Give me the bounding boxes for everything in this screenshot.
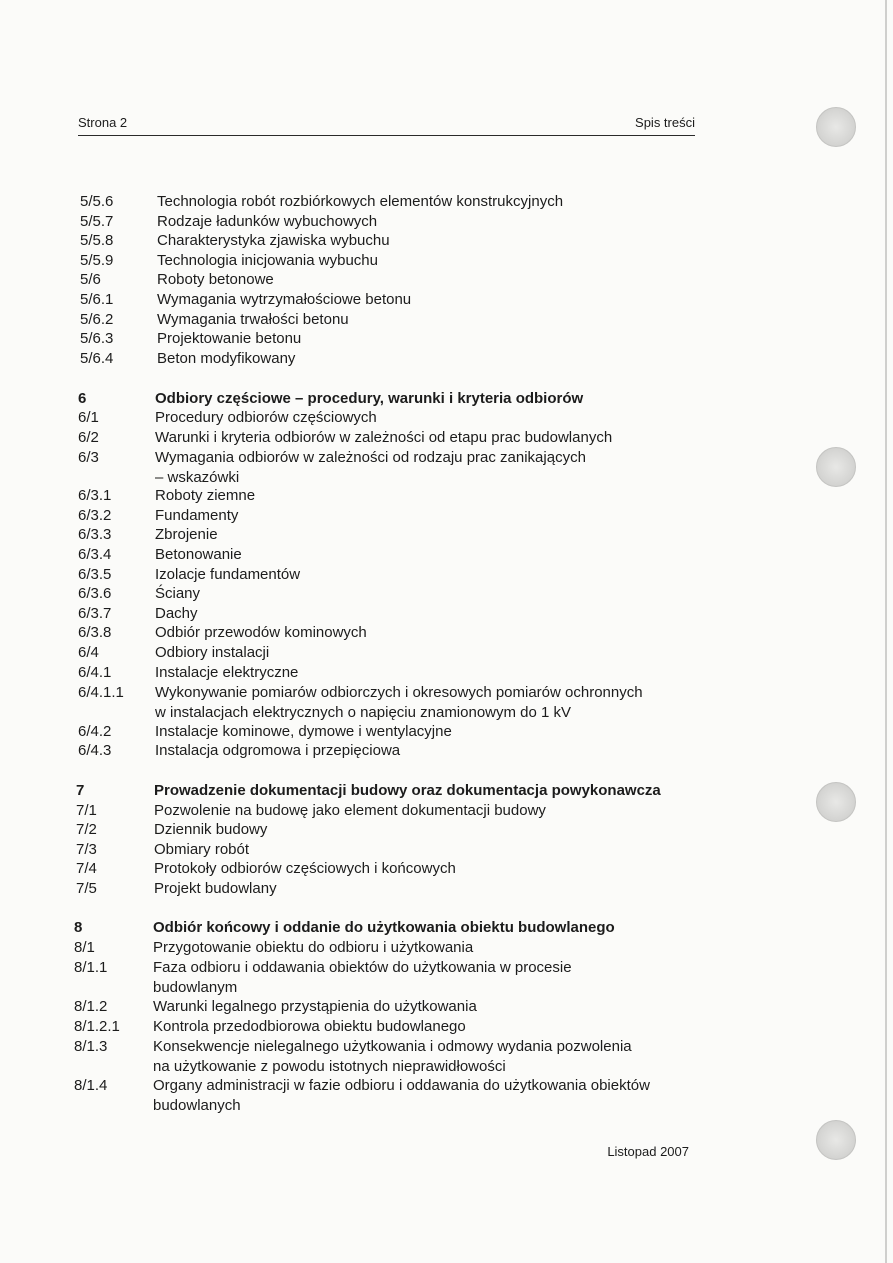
toc-entry-number: 6/4 — [78, 644, 99, 661]
toc-entry-number: 5/6 — [80, 271, 101, 288]
toc-entry-title: Pozwolenie na budowę jako element dokumentacji budowy — [154, 802, 546, 819]
toc-entry-number: 7/5 — [76, 880, 97, 897]
toc-entry-title: Technologia robót rozbiórkowych elementów konstrukcyjnych — [157, 193, 564, 210]
toc-entry-title-continuation: – wskazówki — [155, 468, 240, 486]
toc-entry-number: 6 — [78, 390, 87, 407]
toc-entry-title: Charakterystyka zjawiska wybuchu — [157, 232, 390, 249]
toc-entry-number: 6/3.2 — [78, 507, 112, 524]
toc-entry-number: 5/6.4 — [80, 350, 114, 367]
toc-entry-title: Instalacja odgromowa i przepięciowa — [155, 742, 401, 759]
toc-entry-title: Odbiory instalacji — [155, 644, 270, 661]
toc-entry-title: Wymagania wytrzymałościowe betonu — [157, 291, 412, 308]
toc-entry-number: 6/3.3 — [78, 526, 112, 543]
toc-entry-title: Betonowanie — [155, 546, 242, 563]
toc-entry-title-continuation: budowlanym — [153, 978, 238, 996]
toc-entry-title: Technologia inicjowania wybuchu — [157, 252, 378, 269]
toc-entry-number: 7/3 — [76, 841, 97, 858]
toc-entry-title: Wymagania odbiorów w zależności od rodzaju prac zanikających — [155, 449, 586, 466]
toc-entry-number: 6/3 — [78, 449, 99, 466]
toc-entry-number: 7/4 — [76, 860, 97, 877]
toc-entry-number: 6/4.3 — [78, 742, 112, 759]
toc-entry-title: Roboty betonowe — [157, 271, 274, 288]
toc-entry-title: Konsekwencje nielegalnego użytkowania i odmowy wydania pozwolenia — [153, 1038, 632, 1055]
toc-entry-number: 7 — [76, 782, 85, 799]
toc-entry-title: Izolacje fundamentów — [155, 566, 301, 583]
toc-entry-title: Fundamenty — [155, 507, 239, 524]
toc-entry-number: 8/1.2 — [74, 998, 108, 1015]
toc-entry-number: 6/3.6 — [78, 585, 112, 602]
toc-entry-number: 8/1.1 — [74, 959, 108, 976]
toc-entry-number: 5/6.1 — [80, 291, 114, 308]
toc-entry-number: 6/4.1.1 — [78, 684, 124, 701]
toc-entry-number: 6/4.2 — [78, 723, 112, 740]
toc-entry-number: 6/3.4 — [78, 546, 112, 563]
toc-entry-number: 5/6.2 — [80, 311, 114, 328]
toc-entry-number: 6/3.7 — [78, 605, 112, 622]
toc-entry-number: 8/1.3 — [74, 1038, 108, 1055]
toc-entry-title: Rodzaje ładunków wybuchowych — [157, 213, 378, 230]
toc-entry-title: Organy administracji w fazie odbioru i oddawania do użytkowania obiektów — [153, 1077, 650, 1094]
toc-entry-title-continuation: w instalacjach elektrycznych o napięciu znamionowym do 1 kV — [155, 703, 572, 721]
toc-entry-title: Dziennik budowy — [154, 821, 268, 838]
toc-entry-number: 5/5.9 — [80, 252, 114, 269]
toc-entry-number: 7/1 — [76, 802, 97, 819]
toc-entry-title-continuation: na użytkowanie z powodu istotnych nieprawidłowości — [153, 1057, 506, 1075]
toc-entry-title: Prowadzenie dokumentacji budowy oraz dokumentacja powykonawcza — [154, 782, 661, 799]
toc-entry-number: 7/2 — [76, 821, 97, 838]
toc-entry-title: Odbiory częściowe – procedury, warunki i kryteria odbiorów — [155, 390, 584, 407]
toc-entry-title: Projektowanie betonu — [157, 330, 302, 347]
toc-entry-title: Obmiary robót — [154, 841, 250, 858]
toc-entry-title: Przygotowanie obiektu do odbioru i użytkowania — [153, 939, 474, 956]
toc-entry-number: 8/1.2.1 — [74, 1018, 120, 1035]
footer-date: Listopad 2007 — [607, 1144, 689, 1159]
toc-entry-number: 6/3.8 — [78, 624, 112, 641]
toc-entry-number: 5/5.7 — [80, 213, 114, 230]
toc-entry-title: Wykonywanie pomiarów odbiorczych i okresowych pomiarów ochronnych — [155, 684, 643, 701]
toc-entry-title: Instalacje kominowe, dymowe i wentylacyjne — [155, 723, 452, 740]
toc-entry-title: Wymagania trwałości betonu — [157, 311, 349, 328]
toc-entry-title: Procedury odbiorów częściowych — [155, 409, 377, 426]
toc-entry-number: 6/3.5 — [78, 566, 112, 583]
toc-entry-title: Dachy — [155, 605, 198, 622]
toc-entry-number: 6/3.1 — [78, 487, 112, 504]
toc-entry-number: 8 — [74, 919, 83, 936]
toc-entry-title: Odbiór przewodów kominowych — [155, 624, 367, 641]
toc-entry-number: 5/6.3 — [80, 330, 114, 347]
toc-entry-title: Beton modyfikowany — [157, 350, 296, 367]
toc-entry-number: 6/1 — [78, 409, 99, 426]
toc-entry-title: Projekt budowlany — [154, 880, 277, 897]
section-header: Spis treści — [635, 115, 695, 130]
toc-entry-title-continuation: budowlanych — [153, 1096, 241, 1114]
toc-entry-title: Ściany — [155, 585, 201, 602]
toc-entry-title: Warunki legalnego przystąpienia do użytkowania — [153, 998, 477, 1015]
toc-entry-title: Warunki i kryteria odbiorów w zależności od etapu prac budowlanych — [155, 429, 613, 446]
toc-entry-title: Protokoły odbiorów częściowych i końcowych — [154, 860, 456, 877]
toc-entry-number: 6/2 — [78, 429, 99, 446]
toc-entry-title: Zbrojenie — [155, 526, 218, 543]
toc-entry-title: Kontrola przedodbiorowa obiektu budowlanego — [153, 1018, 466, 1035]
toc-entry-number: 6/4.1 — [78, 664, 112, 681]
toc-entry-number: 8/1.4 — [74, 1077, 108, 1094]
page-number-header: Strona 2 — [78, 115, 128, 130]
toc-entry-title: Faza odbioru i oddawania obiektów do użytkowania w procesie — [153, 959, 572, 976]
toc-entry-title: Instalacje elektryczne — [155, 664, 299, 681]
toc-entry-title: Odbiór końcowy i oddanie do użytkowania obiektu budowlanego — [153, 919, 615, 936]
toc-entry-number: 5/5.8 — [80, 232, 114, 249]
toc-entry-title: Roboty ziemne — [155, 487, 256, 504]
toc-entry-number: 5/5.6 — [80, 193, 114, 210]
toc-entry-number: 8/1 — [74, 939, 95, 956]
